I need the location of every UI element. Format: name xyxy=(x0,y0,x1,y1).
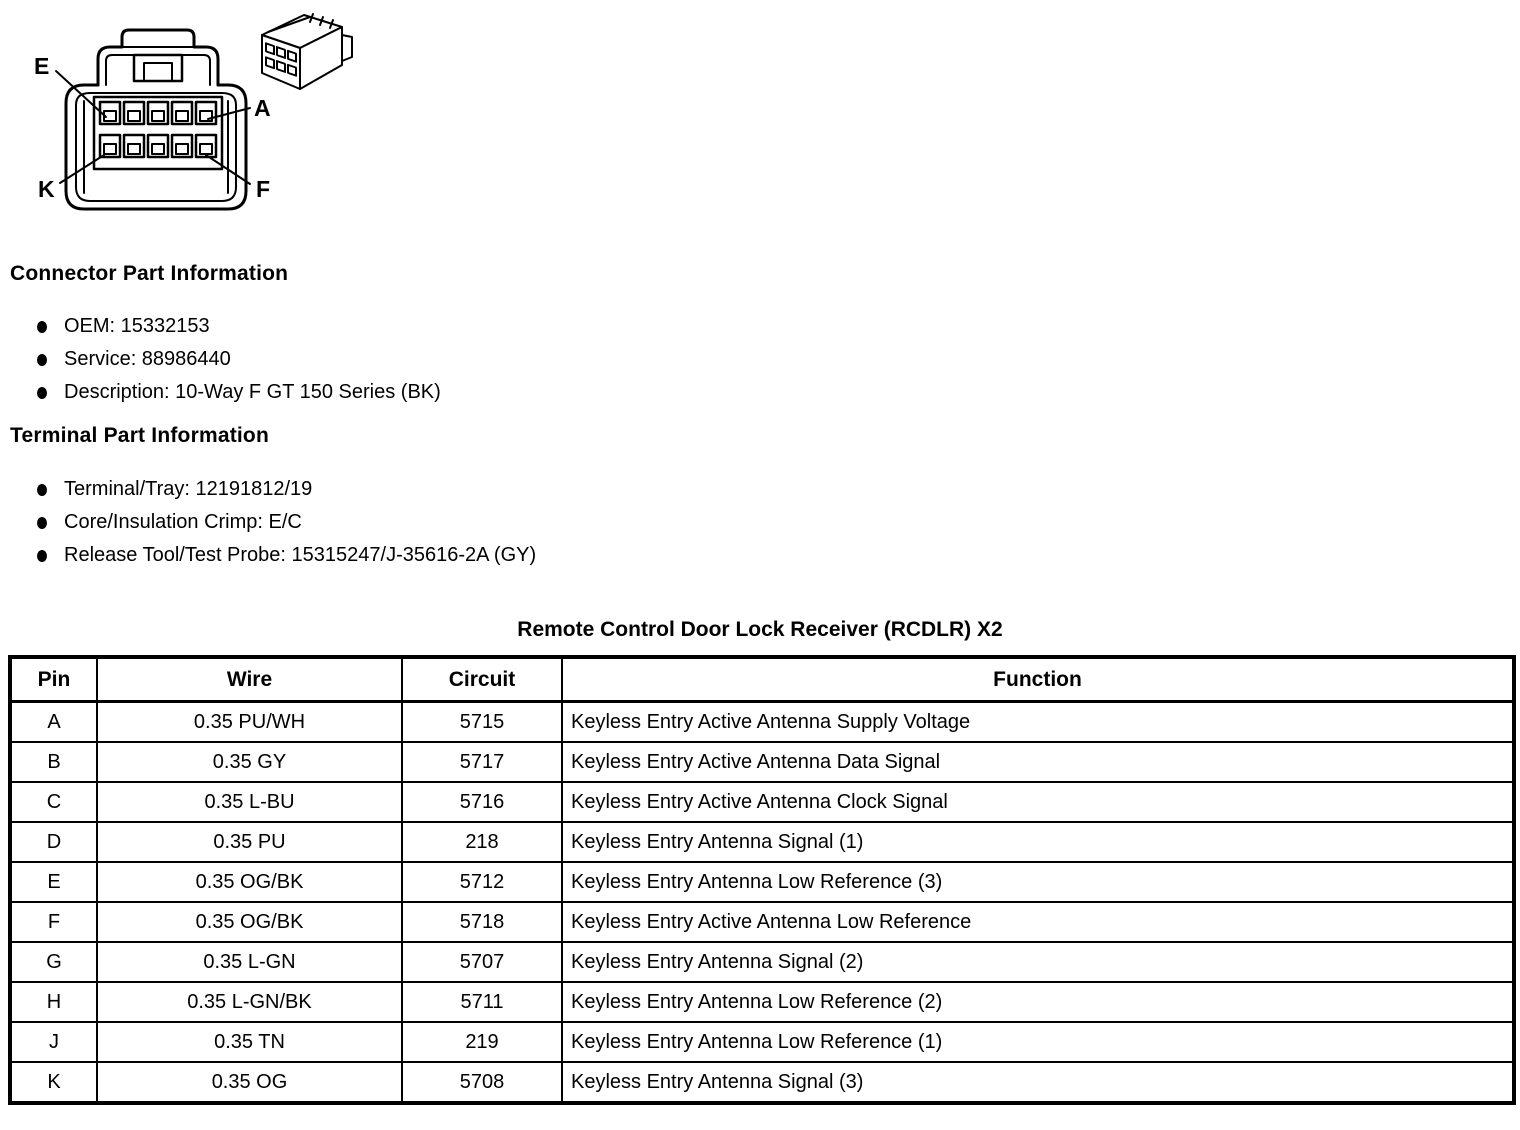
bullet-item: Description: 10-Way F GT 150 Series (BK) xyxy=(64,376,441,409)
function-cell: Keyless Entry Antenna Low Reference (1) xyxy=(562,1022,1514,1062)
pinout-table xyxy=(8,655,1516,1105)
table-title: Remote Control Door Lock Receiver (RCDLR) X2 xyxy=(517,618,1003,641)
circuit-cell: 5716 xyxy=(402,782,562,822)
connector-part-info-heading: Connector Part Information xyxy=(10,262,289,285)
wire-cell: 0.35 L-GN/BK xyxy=(97,982,402,1022)
pin-cell: D xyxy=(10,822,97,862)
wire-cell: 0.35 OG/BK xyxy=(97,902,402,942)
function-cell: Keyless Entry Antenna Signal (2) xyxy=(562,942,1514,982)
wire-cell: 0.35 OG xyxy=(97,1062,402,1103)
connector-diagram xyxy=(10,5,370,230)
terminal-part-info-list xyxy=(10,473,536,572)
function-cell: Keyless Entry Active Antenna Supply Voltage xyxy=(562,702,1514,743)
terminal-part-info-heading: Terminal Part Information xyxy=(10,424,269,447)
pin-cell: G xyxy=(10,942,97,982)
pin-cell: F xyxy=(10,902,97,942)
circuit-cell: 5717 xyxy=(402,742,562,782)
function-cell: Keyless Entry Antenna Signal (1) xyxy=(562,822,1514,862)
wire-cell: 0.35 TN xyxy=(97,1022,402,1062)
connector-3d-view-drawing xyxy=(262,14,352,89)
function-cell: Keyless Entry Active Antenna Low Reference xyxy=(562,902,1514,942)
circuit-cell: 5708 xyxy=(402,1062,562,1103)
pin-cell: C xyxy=(10,782,97,822)
function-cell: Keyless Entry Active Antenna Clock Signal xyxy=(562,782,1514,822)
pin-cell: A xyxy=(10,702,97,743)
column-header-pin: Pin xyxy=(10,657,97,702)
circuit-cell: 5711 xyxy=(402,982,562,1022)
function-cell: Keyless Entry Antenna Signal (3) xyxy=(562,1062,1514,1103)
bullet-item: OEM: 15332153 xyxy=(64,310,441,343)
table-header-row xyxy=(10,657,1514,702)
bullet-item: Terminal/Tray: 12191812/19 xyxy=(64,473,536,506)
connector-face-drawing xyxy=(66,30,246,209)
function-cell: Keyless Entry Antenna Low Reference (3) xyxy=(562,862,1514,902)
table-row xyxy=(10,1022,1514,1062)
bullet-item: Service: 88986440 xyxy=(64,343,441,376)
pin-label-a: A xyxy=(254,95,271,121)
pinout-table-body xyxy=(10,702,1514,1104)
circuit-cell: 218 xyxy=(402,822,562,862)
circuit-cell: 5718 xyxy=(402,902,562,942)
table-row xyxy=(10,982,1514,1022)
function-cell: Keyless Entry Antenna Low Reference (2) xyxy=(562,982,1514,1022)
pin-cell: J xyxy=(10,1022,97,1062)
table-row xyxy=(10,782,1514,822)
pin-label-f: F xyxy=(256,176,271,202)
column-header-circuit: Circuit xyxy=(402,657,562,702)
column-header-wire: Wire xyxy=(97,657,402,702)
pin-label-k: K xyxy=(38,176,55,202)
bullet-item: Core/Insulation Crimp: E/C xyxy=(64,506,536,539)
circuit-cell: 5712 xyxy=(402,862,562,902)
pin-cell: B xyxy=(10,742,97,782)
bullet-item: Release Tool/Test Probe: 15315247/J-35616-2A (GY) xyxy=(64,539,536,572)
pin-cell: E xyxy=(10,862,97,902)
wire-cell: 0.35 L-GN xyxy=(97,942,402,982)
pin-cell: H xyxy=(10,982,97,1022)
connector-part-info-list xyxy=(10,310,441,409)
table-row xyxy=(10,902,1514,942)
wire-cell: 0.35 PU/WH xyxy=(97,702,402,743)
table-row xyxy=(10,702,1514,743)
table-row xyxy=(10,822,1514,862)
wire-cell: 0.35 L-BU xyxy=(97,782,402,822)
pin-cell: K xyxy=(10,1062,97,1103)
circuit-cell: 219 xyxy=(402,1022,562,1062)
table-row xyxy=(10,1062,1514,1103)
table-row xyxy=(10,742,1514,782)
table-row xyxy=(10,862,1514,902)
circuit-cell: 5707 xyxy=(402,942,562,982)
table-row xyxy=(10,942,1514,982)
wire-cell: 0.35 PU xyxy=(97,822,402,862)
column-header-function: Function xyxy=(562,657,1514,702)
wire-cell: 0.35 OG/BK xyxy=(97,862,402,902)
pin-label-e: E xyxy=(34,53,50,79)
function-cell: Keyless Entry Active Antenna Data Signal xyxy=(562,742,1514,782)
connector-drawing-svg xyxy=(10,5,370,230)
circuit-cell: 5715 xyxy=(402,702,562,743)
wire-cell: 0.35 GY xyxy=(97,742,402,782)
